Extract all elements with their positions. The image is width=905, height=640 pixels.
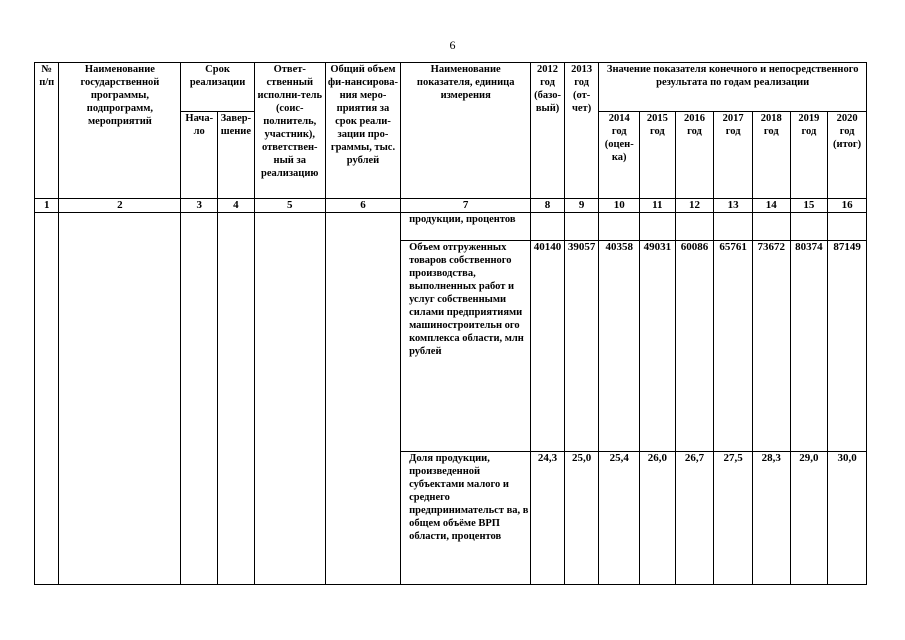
value-cell: 26,0 <box>640 452 676 585</box>
column-number: 5 <box>254 199 325 213</box>
value-cell <box>564 213 599 241</box>
value-cell <box>599 213 640 241</box>
value-cell: 65761 <box>714 241 753 452</box>
column-number: 11 <box>640 199 676 213</box>
column-number: 3 <box>181 199 218 213</box>
value-cell: 30,0 <box>828 452 867 585</box>
column-number: 2 <box>59 199 181 213</box>
column-number: 4 <box>218 199 255 213</box>
column-number: 9 <box>564 199 599 213</box>
value-cell: 26,7 <box>675 452 714 585</box>
value-cell: 60086 <box>675 241 714 452</box>
value-cell: 80374 <box>790 241 828 452</box>
column-number: 10 <box>599 199 640 213</box>
column-number: 8 <box>531 199 565 213</box>
header-start: Нача-ло <box>181 112 218 199</box>
value-cell <box>790 213 828 241</box>
page-number: 6 <box>449 38 456 52</box>
header-year-2020: 2020 год (итог) <box>828 112 867 199</box>
header-responsible: Ответ-ственный исполни-тель (соис-полнитель, участник), ответствен-ный за реализацию <box>254 63 325 199</box>
cell-no <box>35 213 59 585</box>
header-funding: Общий объем фи-нансирова-ния меро-приятия за срок реали-зации про-граммы, тыс. рублей <box>325 63 400 199</box>
value-cell <box>675 213 714 241</box>
header-year-2017: 2017 год <box>714 112 753 199</box>
column-number: 14 <box>752 199 790 213</box>
value-cell: 25,0 <box>564 452 599 585</box>
value-cell: 73672 <box>752 241 790 452</box>
header-no: № п/п <box>35 63 59 199</box>
column-number: 12 <box>675 199 714 213</box>
column-number: 7 <box>401 199 531 213</box>
indicator-name: продукции, процентов <box>401 213 531 241</box>
value-cell: 28,3 <box>752 452 790 585</box>
value-cell <box>752 213 790 241</box>
indicator-name: Объем отгруженных товаров собственного производства, выполненных работ и услуг собственными силами предприятиями машиностроительн ого комплекса области, млн рублей <box>401 241 531 452</box>
value-cell: 39057 <box>564 241 599 452</box>
value-cell: 87149 <box>828 241 867 452</box>
header-end: Завер-шение <box>218 112 255 199</box>
value-cell <box>828 213 867 241</box>
cell-start <box>181 213 218 585</box>
value-cell <box>640 213 676 241</box>
header-2012: 2012 год (базо-вый) <box>531 63 565 199</box>
column-number: 6 <box>325 199 400 213</box>
value-cell: 24,3 <box>531 452 565 585</box>
cell-end <box>218 213 255 585</box>
header-year-2015: 2015 год <box>640 112 676 199</box>
header-indicator: Наименование показателя, единица измерения <box>401 63 531 199</box>
header-year-2019: 2019 год <box>790 112 828 199</box>
value-cell: 40358 <box>599 241 640 452</box>
value-cell <box>531 213 565 241</box>
cell-responsible <box>254 213 325 585</box>
column-number: 1 <box>35 199 59 213</box>
column-number: 15 <box>790 199 828 213</box>
table-row <box>35 213 867 241</box>
column-number: 16 <box>828 199 867 213</box>
value-cell: 29,0 <box>790 452 828 585</box>
value-cell: 25,4 <box>599 452 640 585</box>
indicators-table <box>34 62 867 585</box>
header-year-2014: 2014 год (оцен-ка) <box>599 112 640 199</box>
header-year-2016: 2016 год <box>675 112 714 199</box>
header-year-2018: 2018 год <box>752 112 790 199</box>
header-values: Значение показателя конечного и непосредственного результата по годам реализации <box>599 63 867 112</box>
header-term: Срок реализации <box>181 63 254 112</box>
value-cell: 49031 <box>640 241 676 452</box>
indicator-name: Доля продукции, произведенной субъектами малого и среднего предпринимательст ва, в общем объёме ВРП области, процентов <box>401 452 531 585</box>
column-number: 13 <box>714 199 753 213</box>
header-2013: 2013 год (от-чет) <box>564 63 599 199</box>
value-cell: 40140 <box>531 241 565 452</box>
value-cell: 27,5 <box>714 452 753 585</box>
cell-program-name <box>59 213 181 585</box>
header-program-name: Наименование государственной программы, подпрограмм, мероприятий <box>59 63 181 199</box>
value-cell <box>714 213 753 241</box>
cell-funding <box>325 213 400 585</box>
